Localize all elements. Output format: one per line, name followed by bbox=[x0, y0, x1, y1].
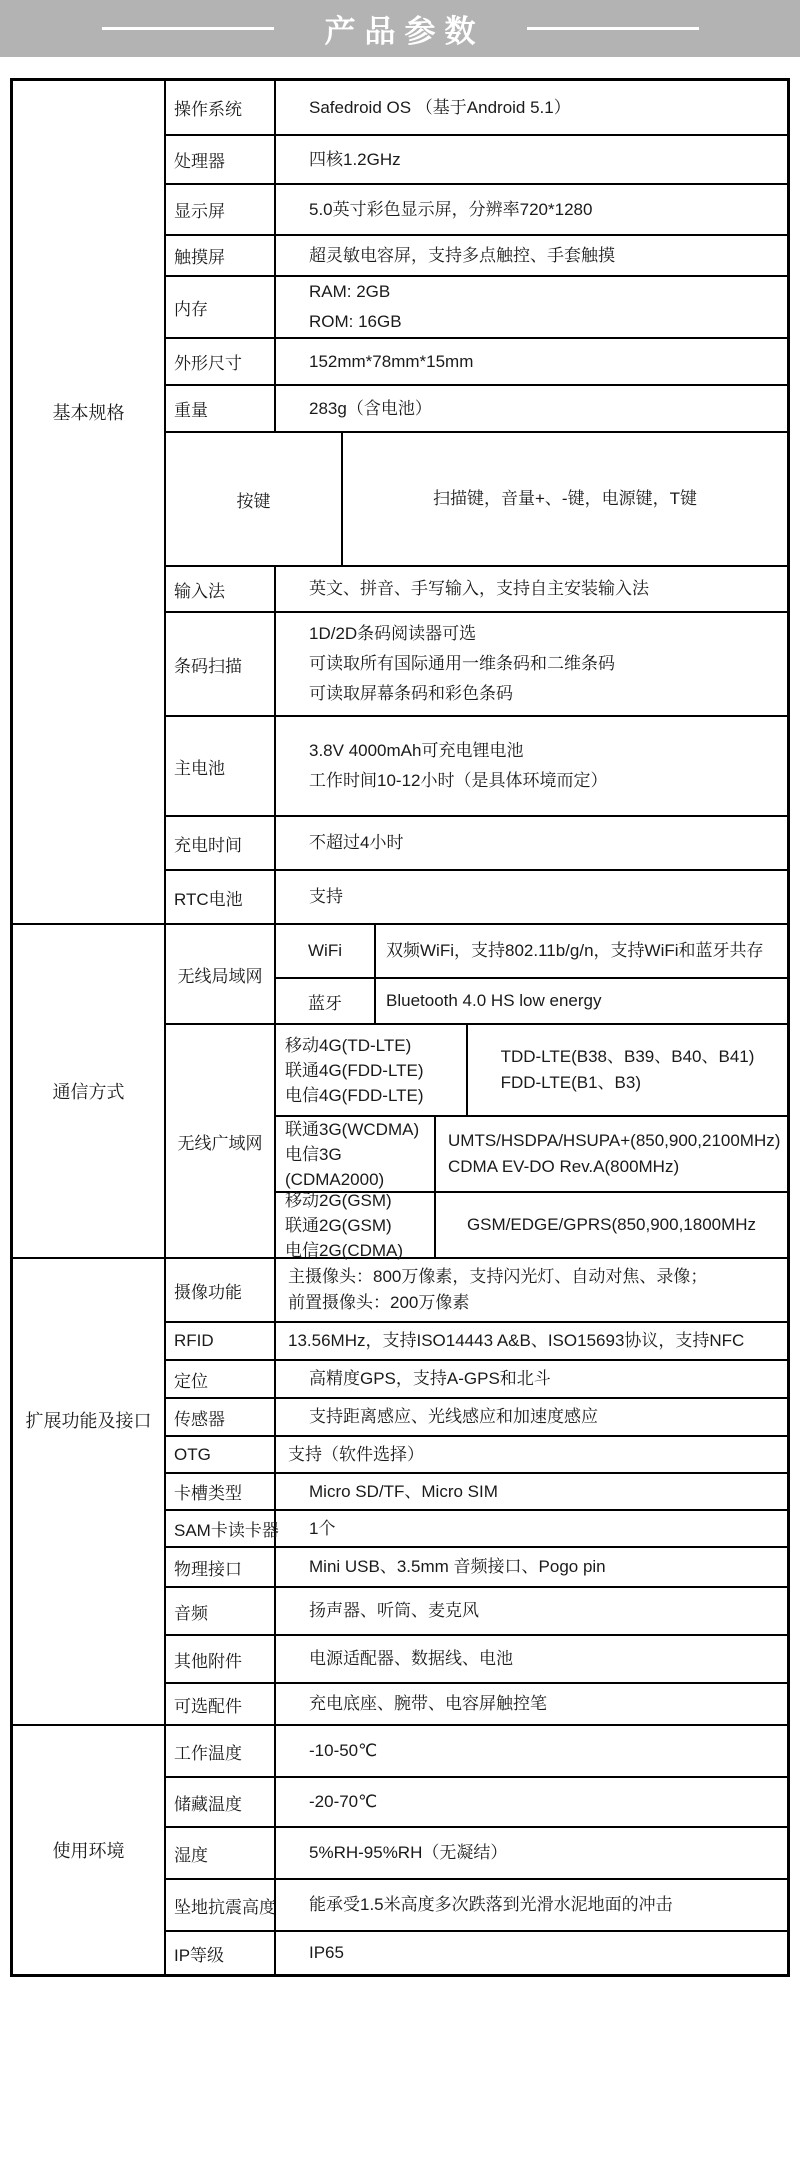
spec-label: 其他附件 bbox=[166, 1636, 276, 1682]
section-label-cell bbox=[13, 81, 166, 923]
section-extended-functions bbox=[13, 1257, 787, 1724]
section-environment bbox=[13, 1724, 787, 1974]
spec-value bbox=[468, 1025, 787, 1115]
title-rule-right bbox=[527, 27, 699, 30]
spec-label: 物理接口 bbox=[166, 1548, 276, 1586]
spec-value: 双频WiFi，支持802.11b/g/n，支持WiFi和蓝牙共存 bbox=[386, 941, 764, 960]
spec-row-optional-accessories bbox=[166, 1682, 787, 1724]
spec-value-line: ROM: 16GB bbox=[309, 312, 402, 331]
spec-value: 能承受1.5米高度多次跌落到光滑水泥地面的冲击 bbox=[309, 1895, 673, 1914]
spec-value: GSM/EDGE/GPRS(850,900,1800MHz bbox=[466, 1215, 757, 1234]
spec-row-os bbox=[166, 81, 787, 134]
spec-row-operating-temp bbox=[166, 1726, 787, 1776]
section-rows bbox=[166, 1259, 787, 1724]
section-label: 基本规格 bbox=[52, 403, 125, 423]
spec-label: 条码扫描 bbox=[166, 613, 276, 715]
spec-row-rtc-battery bbox=[166, 869, 787, 923]
sub-label-stack bbox=[276, 1190, 436, 1260]
spec-label: 工作温度 bbox=[166, 1726, 276, 1776]
spec-value: 5%RH-95%RH（无凝结） bbox=[309, 1843, 508, 1862]
spec-row-buttons bbox=[166, 431, 787, 565]
spec-label: 传感器 bbox=[166, 1399, 276, 1435]
spec-value-line: 可读取所有国际通用一维条码和二维条码 bbox=[309, 654, 615, 673]
spec-row-display bbox=[166, 183, 787, 234]
section-label-cell bbox=[13, 1259, 166, 1724]
spec-row-touchscreen bbox=[166, 234, 787, 275]
spec-label: 外形尺寸 bbox=[166, 339, 276, 384]
spec-row-otg bbox=[166, 1435, 787, 1472]
spec-row-camera bbox=[166, 1259, 787, 1321]
sub-label-line: 电信4G(FDD-LTE) bbox=[285, 1085, 424, 1105]
group-rows bbox=[276, 1025, 787, 1260]
section-label: 使用环境 bbox=[52, 1841, 125, 1861]
spec-value: 超灵敏电容屏，支持多点触控、手套触摸 bbox=[309, 245, 615, 265]
page-title: 产品参数 bbox=[324, 14, 485, 49]
sub-label-stack bbox=[276, 1117, 436, 1191]
section-communication bbox=[13, 923, 787, 1260]
sub-label-line: 移动2G(GSM) bbox=[285, 1190, 392, 1210]
spec-row-sam-reader bbox=[166, 1509, 787, 1546]
spec-value: 支持（软件选择） bbox=[288, 1444, 424, 1464]
spec-value-line: CDMA EV-DO Rev.A(800MHz) bbox=[448, 1157, 680, 1176]
spec-row-memory bbox=[166, 275, 787, 337]
spec-row-storage-temp bbox=[166, 1776, 787, 1826]
spec-label: IP等级 bbox=[166, 1932, 276, 1974]
spec-label: 操作系统 bbox=[166, 81, 276, 134]
spec-value: Safedroid OS （基于Android 5.1） bbox=[309, 97, 571, 117]
spec-row-cpu bbox=[166, 134, 787, 183]
spec-label: OTG bbox=[166, 1437, 276, 1472]
spec-value: 152mm*78mm*15mm bbox=[309, 351, 474, 371]
spec-row-weight bbox=[166, 384, 787, 431]
spec-value: 四核1.2GHz bbox=[309, 149, 401, 169]
spec-value: 电源适配器、数据线、电池 bbox=[309, 1649, 513, 1668]
spec-value bbox=[436, 1117, 787, 1191]
spec-label: 按键 bbox=[166, 433, 343, 565]
spec-label: 湿度 bbox=[166, 1828, 276, 1878]
spec-label: 显示屏 bbox=[166, 185, 276, 234]
spec-label: 触摸屏 bbox=[166, 236, 276, 275]
spec-value: -10-50℃ bbox=[309, 1741, 378, 1760]
spec-label: SAM卡读卡器 bbox=[166, 1511, 276, 1546]
spec-value-line: TDD-LTE(B38、B39、B40、B41) bbox=[500, 1047, 755, 1066]
spec-label: 重量 bbox=[166, 386, 276, 431]
spec-label: 主电池 bbox=[166, 717, 276, 815]
spec-value-line: FDD-LTE(B1、B3) bbox=[500, 1073, 642, 1092]
spec-row-dimensions bbox=[166, 337, 787, 384]
spec-row-barcode bbox=[166, 611, 787, 715]
group-wlan bbox=[166, 925, 787, 1023]
spec-value: IP65 bbox=[309, 1943, 344, 1962]
spec-value bbox=[276, 717, 787, 815]
spec-row-rfid bbox=[166, 1321, 787, 1359]
spec-label: RTC电池 bbox=[166, 871, 276, 923]
spec-label: 储藏温度 bbox=[166, 1778, 276, 1826]
spec-row-other-accessories bbox=[166, 1634, 787, 1682]
spec-value: Mini USB、3.5mm 音频接口、Pogo pin bbox=[309, 1557, 606, 1576]
spec-value-line: 1D/2D条码阅读器可选 bbox=[309, 624, 477, 643]
group-label: 无线广域网 bbox=[166, 1025, 276, 1257]
sub-label-line: 联通3G(WCDMA) bbox=[285, 1119, 420, 1139]
section-basic-specs bbox=[13, 81, 787, 923]
spec-value: 高精度GPS，支持A-GPS和北斗 bbox=[309, 1369, 551, 1388]
spec-value bbox=[276, 277, 787, 337]
spec-row-ip-rating bbox=[166, 1930, 787, 1974]
group-label: 无线局域网 bbox=[166, 925, 276, 1023]
spec-row-humidity bbox=[166, 1826, 787, 1878]
spec-label: 内存 bbox=[166, 277, 276, 337]
spec-value: 英文、拼音、手写输入，支持自主安装输入法 bbox=[309, 579, 649, 598]
spec-row-positioning bbox=[166, 1359, 787, 1397]
spec-value-line: RAM: 2GB bbox=[309, 282, 391, 301]
spec-value: Micro SD/TF、Micro SIM bbox=[309, 1481, 498, 1501]
spec-value-line: UMTS/HSDPA/HSUPA+(850,900,2100MHz) bbox=[448, 1131, 781, 1150]
spec-row-4g bbox=[276, 1025, 787, 1115]
spec-row-wifi bbox=[276, 925, 787, 977]
sub-label-stack bbox=[276, 1025, 468, 1115]
sub-label: WiFi bbox=[276, 925, 376, 977]
spec-value-line: 3.8V 4000mAh可充电锂电池 bbox=[309, 741, 524, 760]
spec-label: 充电时间 bbox=[166, 817, 276, 869]
spec-label: 定位 bbox=[166, 1361, 276, 1397]
sub-label-line: 联通2G(GSM) bbox=[285, 1215, 392, 1235]
spec-row-input-method bbox=[166, 565, 787, 611]
spec-value-line: 主摄像头：800万像素，支持闪光灯、自动对焦、录像； bbox=[288, 1267, 708, 1286]
product-params-table bbox=[10, 78, 790, 1977]
spec-row-physical-interface bbox=[166, 1546, 787, 1586]
spec-row-audio bbox=[166, 1586, 787, 1634]
spec-label: 卡槽类型 bbox=[166, 1474, 276, 1509]
spec-row-drop-height bbox=[166, 1878, 787, 1930]
sub-label-line: 移动4G(TD-LTE) bbox=[285, 1035, 412, 1055]
spec-row-bluetooth bbox=[276, 977, 787, 1023]
spec-row-sensors bbox=[166, 1397, 787, 1435]
spec-value: 5.0英寸彩色显示屏，分辨率720*1280 bbox=[309, 199, 593, 219]
spec-value: 扬声器、听筒、麦克风 bbox=[309, 1601, 479, 1620]
spec-label: 音频 bbox=[166, 1588, 276, 1634]
sub-label: 蓝牙 bbox=[276, 979, 376, 1023]
spec-value: 支持 bbox=[309, 887, 343, 906]
sub-label-line: (CDMA2000) bbox=[285, 1169, 385, 1189]
sub-label-line: 电信3G bbox=[285, 1144, 342, 1164]
spec-value-line: 前置摄像头：200万像素 bbox=[288, 1293, 470, 1312]
spec-value: 283g（含电池） bbox=[309, 398, 432, 418]
sub-label-line: 电信2G(CDMA) bbox=[285, 1240, 404, 1260]
sub-label-line: 联通4G(FDD-LTE) bbox=[285, 1060, 424, 1080]
spec-row-2g bbox=[276, 1190, 787, 1260]
spec-value: Bluetooth 4.0 HS low energy bbox=[386, 991, 602, 1010]
section-rows bbox=[166, 1726, 787, 1974]
spec-label: 摄像功能 bbox=[166, 1259, 276, 1321]
spec-label: 输入法 bbox=[166, 567, 276, 611]
group-rows bbox=[276, 925, 787, 1023]
section-rows bbox=[166, 925, 787, 1260]
section-label-cell bbox=[13, 1726, 166, 1974]
spec-label: RFID bbox=[166, 1323, 276, 1359]
spec-label: 可选配件 bbox=[166, 1684, 276, 1724]
spec-row-card-slots bbox=[166, 1472, 787, 1509]
spec-label: 处理器 bbox=[166, 136, 276, 183]
spec-value-block bbox=[501, 1044, 755, 1096]
spec-value: 扫描键，音量+、-键，电源键，T键 bbox=[433, 489, 697, 508]
section-label-cell bbox=[13, 925, 166, 1257]
section-rows bbox=[166, 81, 787, 923]
spec-label: 坠地抗震高度 bbox=[166, 1880, 276, 1930]
spec-row-main-battery bbox=[166, 715, 787, 815]
title-rule-left bbox=[102, 27, 274, 30]
spec-value: 1个 bbox=[309, 1518, 336, 1538]
spec-value: 不超过4小时 bbox=[309, 833, 404, 852]
spec-value bbox=[276, 1259, 787, 1321]
spec-value: 充电底座、腕带、电容屏触控笔 bbox=[309, 1694, 547, 1713]
spec-row-3g bbox=[276, 1115, 787, 1191]
spec-value-line: 可读取屏幕条码和彩色条码 bbox=[309, 684, 513, 703]
spec-value-line: 工作时间10-12小时（是具体环境而定） bbox=[309, 771, 608, 790]
spec-value: 支持距离感应、光线感应和加速度感应 bbox=[309, 1407, 598, 1426]
spec-value: 13.56MHz，支持ISO14443 A&B、ISO15693协议，支持NFC bbox=[288, 1331, 745, 1350]
section-label: 扩展功能及接口 bbox=[25, 1410, 152, 1431]
page-header bbox=[0, 0, 800, 57]
spec-value: -20-70℃ bbox=[309, 1792, 378, 1811]
section-label: 通信方式 bbox=[52, 1082, 125, 1102]
spec-row-charge-time bbox=[166, 815, 787, 869]
group-wwan bbox=[166, 1023, 787, 1260]
spec-value bbox=[276, 613, 787, 715]
